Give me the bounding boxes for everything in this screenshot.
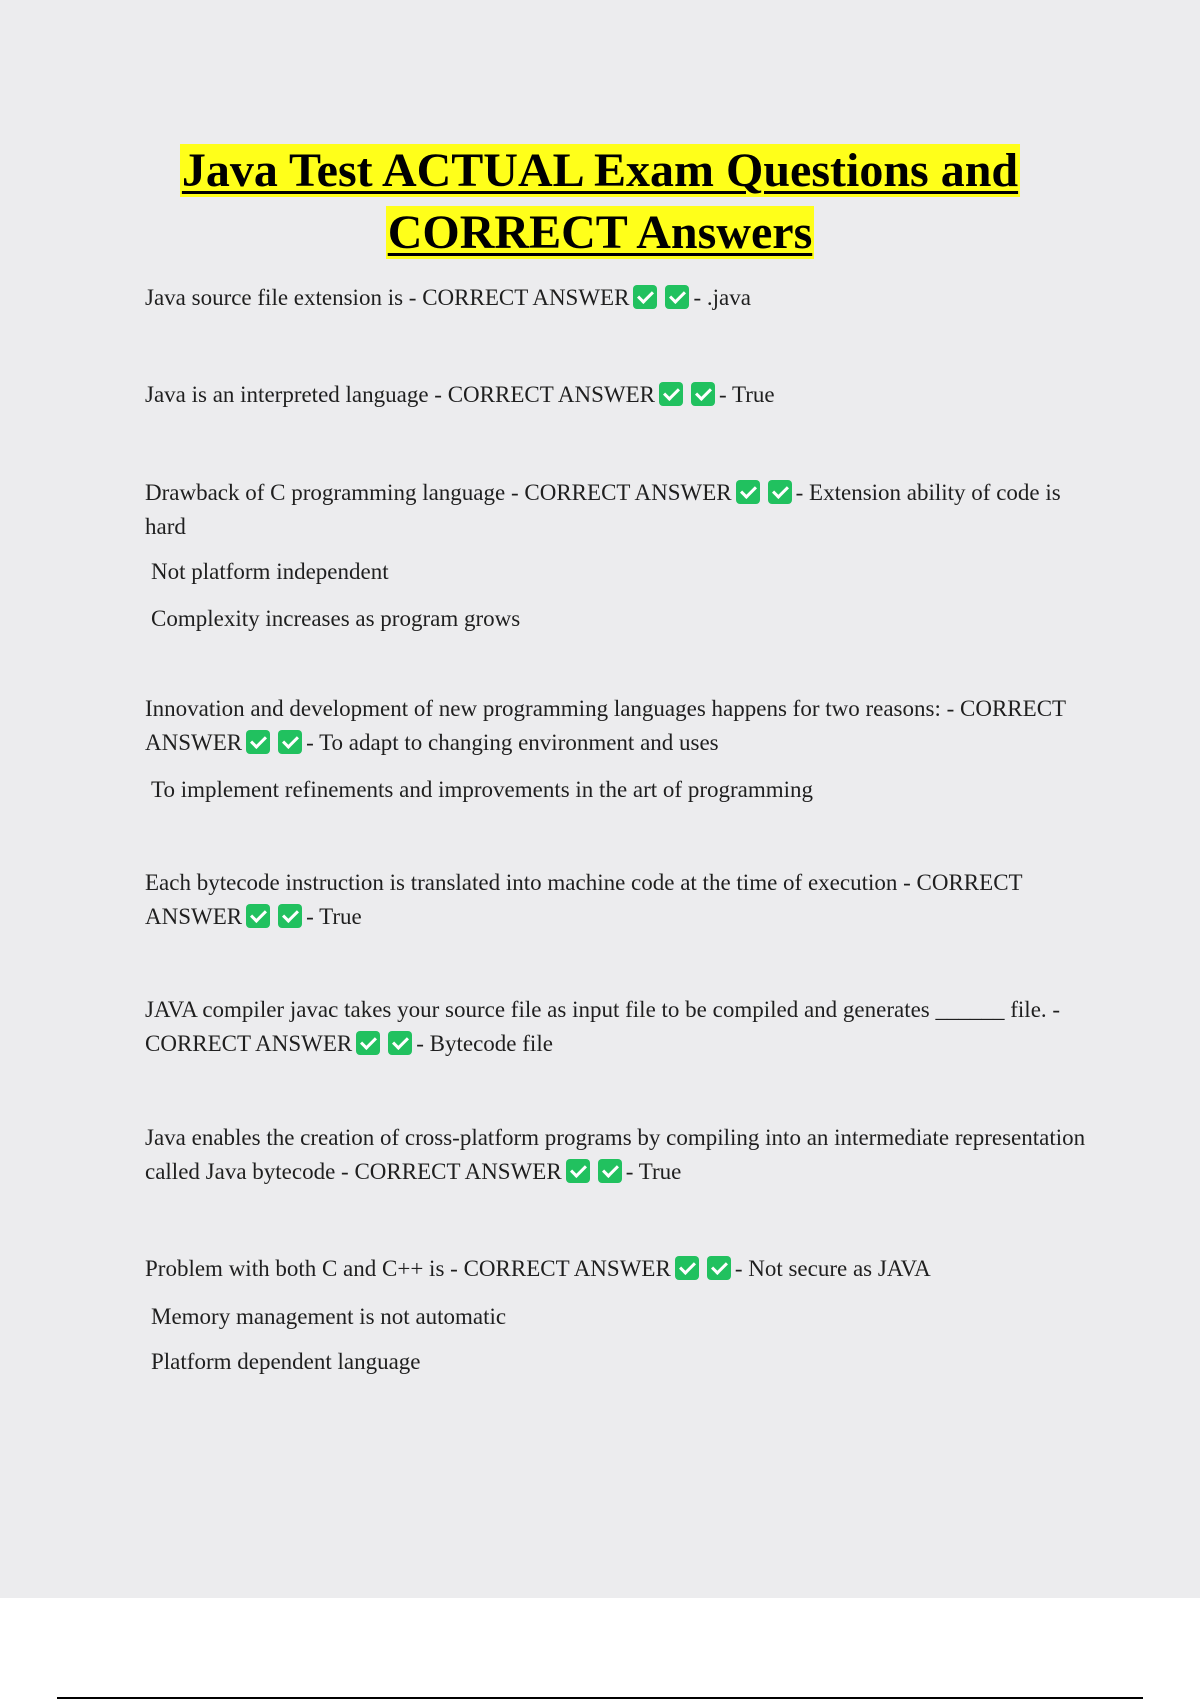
- answer-text: - True: [625, 1159, 682, 1184]
- qa-item-3: [145, 476, 1095, 544]
- correct-answer-marker: CORRECT ANSWER: [145, 696, 1066, 755]
- check-mark-icon: [388, 1031, 412, 1055]
- check-mark-icon: [675, 1256, 699, 1280]
- question-text: Problem with both C and C++ is -: [145, 1256, 458, 1281]
- answer-text: - To adapt to changing environment and uses: [306, 730, 719, 755]
- check-mark-icon: [665, 285, 689, 309]
- qa-item-1: [145, 281, 1095, 315]
- correct-answer-marker: CORRECT ANSWER: [447, 382, 655, 407]
- check-mark-icon: [707, 1256, 731, 1280]
- qa-item-6: [145, 993, 1095, 1061]
- answer-text: - Extension ability of code is hard: [145, 480, 1061, 539]
- question-text: Drawback of C programming language -: [145, 480, 519, 505]
- correct-answer-marker: CORRECT ANSWER: [354, 1159, 562, 1184]
- correct-answer-marker: CORRECT ANSWER: [524, 480, 732, 505]
- check-mark-icon: [246, 904, 270, 928]
- question-text: Innovation and development of new programming languages happens for two reasons: -: [145, 696, 955, 721]
- check-mark-icon: [566, 1159, 590, 1183]
- page-title-text: Java Test ACTUAL Exam Questions and CORRECT Answers: [181, 144, 1019, 259]
- question-text: Java is an interpreted language -: [145, 382, 442, 407]
- answer-continuation: Complexity increases as program grows: [151, 606, 521, 631]
- qa-item-8: [145, 1252, 1095, 1286]
- answer-continuation: Not platform independent: [151, 559, 389, 584]
- check-mark-icon: [278, 904, 302, 928]
- question-text: Java source file extension is -: [145, 285, 417, 310]
- answer-text: - True: [306, 904, 362, 929]
- question-text: Java enables the creation of cross-platform programs by compiling into an intermediate representation called Java bytecode -: [145, 1125, 1086, 1184]
- qa-item-4: [145, 692, 1095, 760]
- check-mark-icon: [736, 480, 760, 504]
- answer-continuation: To implement refinements and improvements in the art of programming: [151, 777, 814, 802]
- check-mark-icon: [691, 382, 715, 406]
- answer-text: - Not secure as JAVA: [734, 1256, 931, 1281]
- correct-answer-marker: CORRECT ANSWER: [422, 285, 630, 310]
- answer-text: - True: [718, 382, 775, 407]
- question-text: Each bytecode instruction is translated into machine code at the time of execution -: [145, 870, 911, 895]
- answer-continuation: Platform dependent language: [151, 1349, 421, 1374]
- footer-divider: [57, 1697, 1143, 1699]
- answer-text: - Bytecode file: [416, 1031, 553, 1056]
- question-text: JAVA compiler javac takes your source file as input file to be compiled and generates ______ file. -: [145, 997, 1061, 1022]
- correct-answer-marker: CORRECT ANSWER: [463, 1256, 671, 1281]
- answer-continuation: Memory management is not automatic: [151, 1304, 507, 1329]
- answer-text: - .java: [693, 285, 751, 310]
- correct-answer-marker: CORRECT ANSWER: [145, 870, 1023, 929]
- qa-item-5: [145, 866, 1095, 934]
- correct-answer-marker: CORRECT ANSWER: [145, 1031, 353, 1056]
- qa-item-2: [145, 378, 1095, 412]
- check-mark-icon: [659, 382, 683, 406]
- check-mark-icon: [278, 730, 302, 754]
- check-mark-icon: [356, 1031, 380, 1055]
- check-mark-icon: [768, 480, 792, 504]
- page-title: [100, 140, 1100, 264]
- check-mark-icon: [633, 285, 657, 309]
- check-mark-icon: [598, 1159, 622, 1183]
- qa-item-7: [145, 1121, 1095, 1189]
- check-mark-icon: [246, 730, 270, 754]
